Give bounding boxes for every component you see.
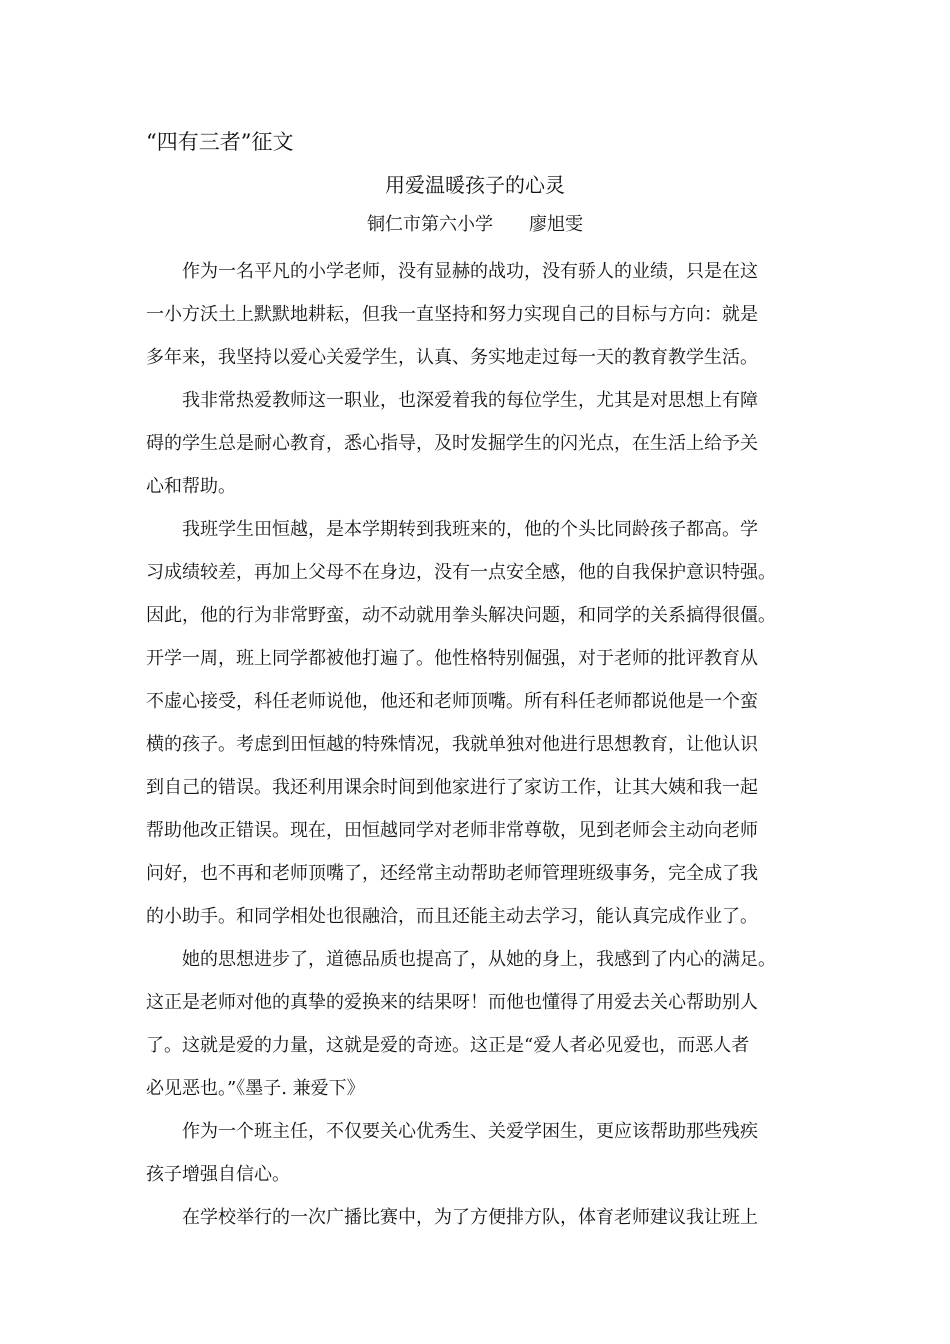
essay-title: 用爱温暖孩子的心灵 xyxy=(385,173,565,197)
body-line: 碍的学生总是耐心教育，悉心指导，及时发掘学生的闪光点，在生活上给予关 xyxy=(146,433,758,454)
body-line: 作为一个班主任，不仅要关心优秀生、关爱学困生，更应该帮助那些残疾 xyxy=(182,1121,758,1142)
body-line: 孩子增强自信心。 xyxy=(146,1164,290,1185)
body-line: 帮助他改正错误。现在，田恒越同学对老师非常尊敬，见到老师会主动向老师 xyxy=(146,820,758,841)
body-line: 作为一名平凡的小学老师，没有显赫的战功，没有骄人的业绩，只是在这 xyxy=(182,261,758,282)
essay-category: “四有三者”征文 xyxy=(146,130,294,154)
body-line: 了。这就是爱的力量，这就是爱的奇迹。这正是“爱人者必见爱也，而恶人者 xyxy=(146,1035,750,1056)
body-line: 不虚心接受，科任老师说他，他还和老师顶嘴。所有科任老师都说他是一个蛮 xyxy=(146,691,758,712)
body-line: 一小方沃土上默默地耕耘，但我一直坚持和努力实现自己的目标与方向：就是 xyxy=(146,304,758,325)
body-line: 她的思想进步了，道德品质也提高了，从她的身上，我感到了内心的满足。 xyxy=(182,949,776,970)
body-line: 我班学生田恒越，是本学期转到我班来的，他的个头比同龄孩子都高。学 xyxy=(182,519,758,540)
body-line: 心和帮助。 xyxy=(146,476,236,497)
byline xyxy=(0,211,950,239)
body-line: 的小助手。和同学相处也很融洽，而且还能主动去学习，能认真完成作业了。 xyxy=(146,906,758,927)
body-line: 横的孩子。考虑到田恒越的特殊情况，我就单独对他进行思想教育，让他认识 xyxy=(146,734,758,755)
body-line: 问好，也不再和老师顶嘴了，还经常主动帮助老师管理班级事务，完全成了我 xyxy=(146,863,758,884)
body-line: 在学校举行的一次广播比赛中，为了方便排方队，体育老师建议我让班上 xyxy=(182,1207,758,1228)
essay-body xyxy=(146,250,836,1239)
body-line: 到自己的错误。我还利用课余时间到他家进行了家访工作，让其大姨和我一起 xyxy=(146,777,758,798)
school-name: 铜仁市第六小学 xyxy=(367,214,493,235)
body-line: 因此，他的行为非常野蛮，动不动就用拳头解决问题，和同学的关系搞得很僵。 xyxy=(146,605,776,626)
body-line: 多年来，我坚持以爱心关爱学生，认真、务实地走过每一天的教育教学生活。 xyxy=(146,347,758,368)
author-name: 廖旭雯 xyxy=(529,214,583,235)
body-line: 必见恶也。”《墨子. 兼爱下》 xyxy=(146,1078,365,1099)
body-line: 习成绩较差，再加上父母不在身边，没有一点安全感，他的自我保护意识特强。 xyxy=(146,562,776,583)
body-line: 开学一周，班上同学都被他打遍了。他性格特别倔强，对于老师的批评教育从 xyxy=(146,648,758,669)
body-line: 这正是老师对他的真挚的爱换来的结果呀！而他也懂得了用爱去关心帮助别人 xyxy=(146,992,758,1013)
body-line: 我非常热爱教师这一职业，也深爱着我的每位学生，尤其是对思想上有障 xyxy=(182,390,758,411)
